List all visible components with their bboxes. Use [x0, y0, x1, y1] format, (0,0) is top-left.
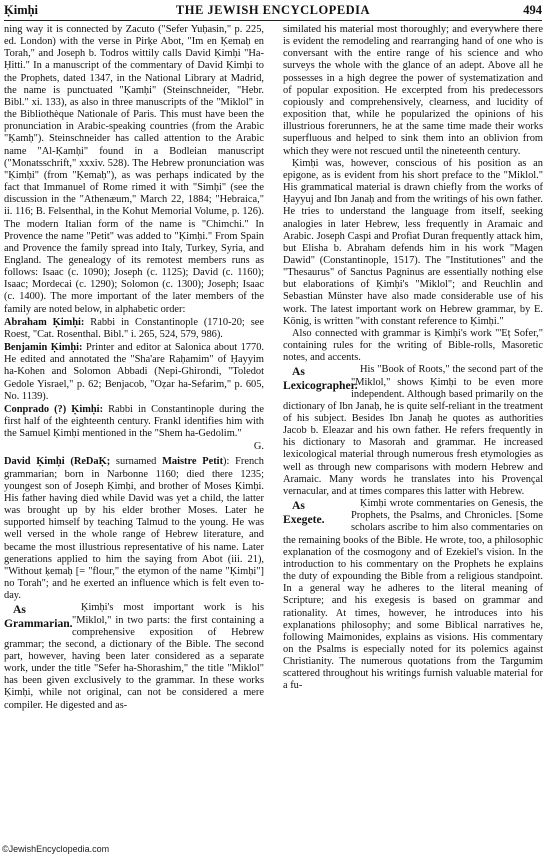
paragraph-roots [283, 364, 543, 498]
entry-name: Benjamin Ḳimḥi: [4, 342, 83, 354]
entry-name: Abraham Ḳimḥi: [4, 316, 85, 328]
paragraph: Ḳimḥi was, however, conscious of his position as an epigone, as is evident from his short preface to the "Miklol." His grammatical material is drawn chiefly from the works of Ḥayyuj and Ibn Janaḥ and from the writings of his own father. He tries to understand the language from itself, seeking analogies in later Hebrew, less frequently in Aramaic and Arabic. Joseph Caspi and Profiat Duran frequently attack him, but Elisha b. Abraham defends him in his work "Magen Dawid" (Constantinople, 1517). The "Institutiones" and the "Thesaurus" of Sanctus Pagninus are essentially nothing else but elaborations of Ḳimḥi's "Miklol"; and Reuchlin and Sebastian Münster have also made considerable use of his work. The latest important work on Hebrew grammar, by E. König, is written "with constant reference to Ḳimḥi." [283, 157, 543, 327]
entry-text: Rabbi in Constantinople (1710-20; see Roest, "Cat. Rosenthal. Bibl." i. 265, 524, 579, 986). [4, 316, 264, 340]
paragraph: similated his material most thoroughly; and everywhere there is evident the remodeling and rearranging hand of one who is conversant with the entire range of his science and who surveys the whole with the glance of an adept. Above all he possesses in a high degree the power of systematization and of popular exposition. He excerpted from his predecessors copiously and comprehensively, clearness, and lucidity of exposition that, while he popularized the opinions of his illustrious forerunners, he at the same time made their works superfluous and helped to sink them into an oblivion from which they were not rescued until the nineteenth century. [283, 24, 543, 157]
paragraph-text: Ḳimḥi's most important work is his "Miklol," in two parts: the first containing a comprehensive exposition of Hebrew grammar; the second, a dictionary of the Bible. The second part, however, having been later considered as a separate work, under the title "Sefer ha-Shorashim," the title "Miklol" has been given exclusively to the grammar. In these works Ḳimḥi, while not original, can not be considered a mere compiler. He digested and as- [4, 602, 264, 711]
running-head-title: Ḳimḥi [4, 3, 39, 17]
right-column [283, 24, 543, 842]
entry-conprado [4, 404, 264, 440]
paragraph: Also connected with grammar is Ḳimḥi's work "'Eṭ Sofer," containing rules for the writing of Bible-rolls, Masoretic notes, and accents. [283, 327, 543, 364]
page-number: 494 [523, 3, 542, 17]
left-column [4, 24, 264, 842]
article-david-kimhi [4, 456, 264, 602]
article-text: ): French grammarian; born in Narbonne 1160; died there 1235; youngest son of Joseph Ḳimḥi, and brother of Moses Ḳimḥi. His father having died while David was yet a child, the latter was brought up by his elder brother Moses. Later he supported himself by teaching Talmud to the young. He was well versed in the whole range of Hebrew literature, and became the most illustrious representative of his name. Later generations applied to him the saying from Abot (iii. 21), "Without ḳemaḥ [= "flour," the etymon of the name "Ḳimḥi"] no Torah"; and he exerted an influence which is felt even to-day. [4, 456, 264, 602]
entry-name: Conprado (?) Ḳimḥi: [4, 403, 104, 415]
copyright-footer: ©JewishEncyclopedia.com [2, 844, 110, 854]
entry-abraham [4, 317, 264, 341]
paragraph-works [4, 602, 264, 711]
author-signature: G. [253, 441, 264, 453]
header-rule [4, 20, 542, 21]
paragraph-text: His "Book of Roots," the second part of the "Miklol," shows Ḳimḥi to be even more independent. Although based primarily on the dictionary of Ibn Janaḥ, he is quite self-reliant in the treatment of his subject. Besides Ibn Janaḥ he quotes as authorities Jacob b. Eleazar and his own father. He refers frequently in his dictionary to Masorah and grammar. He increased lexicological material through numerous fresh etymologies as well as through new comparisons with modern Hebrew and Aramaic. Many words he translates into his Provençal vernacular, and at times compares this latter with Hebrew. [283, 364, 543, 497]
article-heading: David Ḳimḥi (ReDaḲ; [4, 456, 111, 468]
entry-benjamin [4, 342, 264, 403]
article-surname: Maistre Petit [162, 456, 224, 468]
paragraph: ning way it is connected by Zacuto ("Sefer Yuḥasin," p. 225, ed. London) with the verse in Pirḳe Abot, "Im en Ḳemaḥ en Torah," and Joseph b. Todros wittily calls David Ḳimḥi "Ha-Ḥitti." In a manuscript of the commentary of David Ḳimḥi to the Prophets, dated 1347, in the National Library at Madrid, the name is punctuated "Ḳamḥi" (Steinschneider, "Hebr. Bibl." xi. 133), as also in three manuscripts of the "Miklol" in the Bibliothèque Nationale of Paris. This must have been the pronunciation in Arabic-speaking countries (from the Arabic "Ḳamḥ"). Steinschneider has called attention to the Arabic name "Al-Ḳamḥi" found in a Bodleian manuscript ("Monatsschrift," xxxiv. 528). The Hebrew pronunciation was "Ḳimḥi" (from "Ḳemaḥ"), as was perhaps indicated by the fact that Immanuel of Rome rimed it with "Simḥi" (see the discussion in the "Athenæum," March 22, 1884; "Hebraica," ii. 116; B. Felsenthal, in the Kohut Memorial Volume, p. 126). The modern Italian form of the name is "Chimchi." In Provence the name "Petit" was added to "Ḳimḥi." From Spain and Provence the family spread into Italy, Turkey, Syria, and England. The genealogy of its remotest members runs as follows: Isaac (c. 1090); Joseph (c. 1125); David (c. 1160); Isaac; Mordecai (c. 1290); Solomon (c. 1300); Joseph; Isaac (c. 1400). The more important of the later members of the family are noted below, in alphabetic order: [4, 24, 264, 315]
sidenote-lexicographer: As Lexicographer. [283, 365, 358, 392]
publication-title: THE JEWISH ENCYCLOPEDIA [175, 3, 371, 17]
page-header [4, 2, 542, 18]
paragraph-text: Ḳimḥi wrote commentaries on Genesis, the Prophets, the Psalms, and Chronicles. [Some scholars ascribe to him also commentaries on the remaining books of the Bible. He wrote, too, a philosophic explanation of the cosmogony and of Ezekiel's vision. In the introduction to his commentary on the Prophets he explains the duty of expounding the Bible from a religious standpoint. In a general way he adheres to the literal meaning of Scripture; and his exegesis is based on grammar and rationality. At times, however, he introduces into his explanations philosophy; and some Biblical narratives he, following Maimonides, explains as visions. His commentary on the Psalms is especially noted for its polemics against Christianity. The numerous quotations from the Targumim scattered throughout his writings furnish valuable material for a fu- [283, 498, 543, 692]
sidenote-grammarian: As Grammarian. [4, 603, 73, 630]
paragraph-commentaries [283, 498, 543, 693]
entry-text: Printer and editor at Salonica about 1770. He edited and annotated the "Sha'are Raḥamim" of Ḥayyim ha-Kohen and Solomon Abbadi (Nepi-Ghirondi, "Toledot Gedole Yisrael," p. 62; Benjacob, "Oẓar ha-Sefarim," p. 605, No. 1139). [4, 342, 264, 402]
entry-text: Rabbi in Constantinople during the first half of the eighteenth century. Frankl identifies him with the Samuel Ḳimḥi mentioned in the "Shem ha-Gedolim." [4, 403, 264, 440]
sidenote-exegete: As Exegete. [283, 499, 325, 526]
article-text: surnamed [110, 456, 163, 468]
